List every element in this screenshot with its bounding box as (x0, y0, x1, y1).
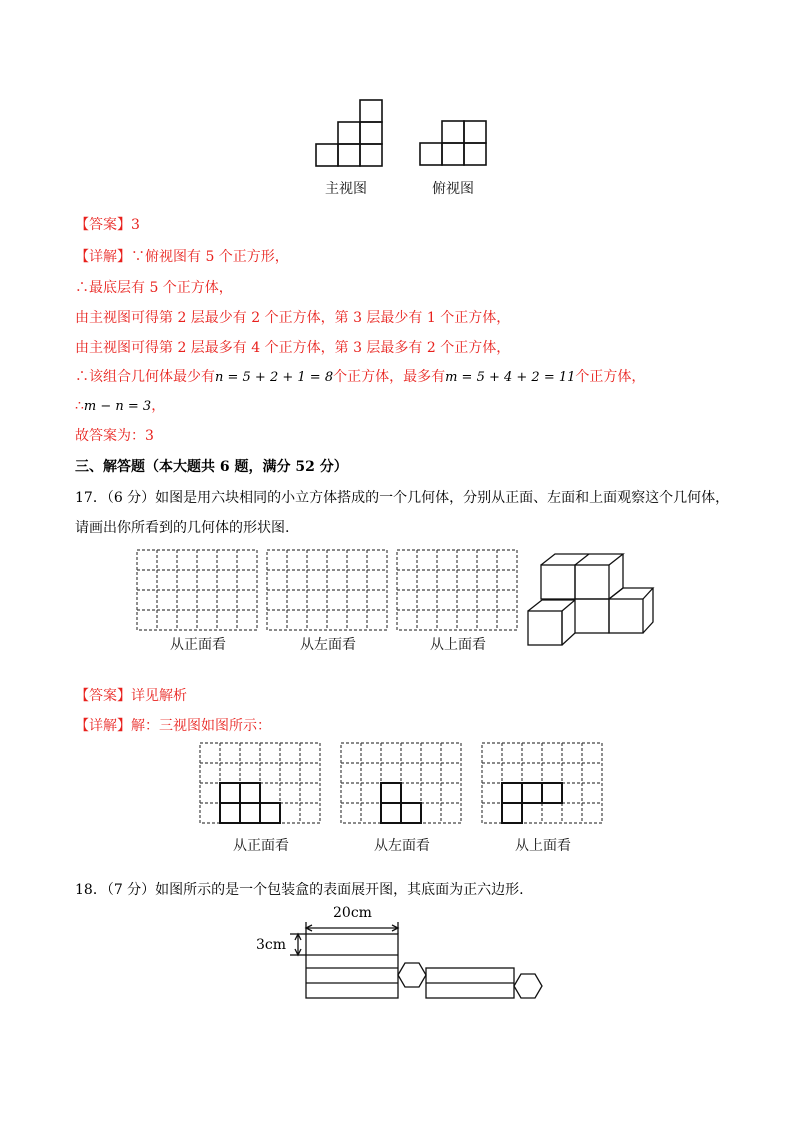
q16-detail-line1 (75, 246, 289, 266)
q17-answer (75, 685, 187, 705)
q17-question-grids (0, 540, 800, 660)
answer-value: 详见解析 (131, 688, 187, 704)
q17-solution-caption-left: 从左面看 (374, 838, 430, 854)
math-min: n = 5 + 2 + 1 = 8 (215, 370, 334, 385)
line6-comma: ， (151, 398, 166, 414)
q18-line1: 18．（7 分）如图所示的是一个包装盒的表面展开图，其底面为正六边形. (75, 882, 524, 898)
caption-front-view: 主视图 (325, 181, 367, 197)
q17-line2: 请画出你所看到的几何体的形状图. (75, 520, 290, 536)
section3-heading: 三、解答题（本大题共 6 题，满分 52 分） (75, 459, 348, 475)
detail-text: ∵俯视图有 5 个正方形， (131, 249, 289, 265)
q16-detail-line4: 由主视图可得第 2 层最多有 4 个正方体，第 3 层最多有 2 个正方体， (75, 340, 511, 356)
line5-text-b: 个正方体，最多有 (333, 369, 446, 385)
q17-detail (75, 715, 271, 735)
line5-text-a: ∴该组合几何体最少有 (75, 369, 215, 385)
q17-caption-top: 从上面看 (430, 637, 486, 653)
q16-detail-line5 (75, 366, 645, 386)
answer-label: 【答案】 (75, 688, 131, 704)
q18-net-diagram (0, 900, 800, 1010)
detail-text: 解：三视图如图所示： (131, 718, 271, 734)
q17-caption-front: 从正面看 (170, 637, 226, 653)
cube-figure (528, 554, 653, 645)
caption-top-view: 俯视图 (432, 181, 474, 197)
answer-label: 【答案】 (75, 217, 131, 233)
q17-solution-caption-front: 从正面看 (233, 838, 289, 854)
therefore-symbol: ∴ (75, 398, 84, 414)
q16-detail-line2: ∴最底层有 5 个正方体， (75, 280, 233, 296)
q16-final-answer: 故答案为：3 (75, 428, 154, 444)
line5-text-c: 个正方体， (575, 369, 646, 385)
q16-answer (75, 214, 140, 234)
q16-detail-line3: 由主视图可得第 2 层最少有 2 个正方体，第 3 层最少有 1 个正方体， (75, 310, 511, 326)
q17-solution-grids (0, 735, 800, 835)
detail-label: 【详解】 (75, 249, 131, 265)
front-view-figure (0, 0, 800, 200)
answer-value: 3 (131, 217, 140, 233)
q18-dim-height: 3cm (256, 937, 287, 953)
q17-line1: 17．（6 分）如图是用六块相同的小立方体搭成的一个几何体，分别从正面、左面和上面观察这个几何体， (75, 490, 730, 506)
detail-label: 【详解】 (75, 718, 131, 734)
q17-caption-left: 从左面看 (300, 637, 356, 653)
q17-solution-caption-top: 从上面看 (515, 838, 571, 854)
math-max: m = 5 + 4 + 2 = 11 (445, 370, 576, 385)
math-diff: m − n = 3 (83, 399, 152, 414)
q16-detail-line6 (75, 395, 165, 415)
q18-dim-width: 20cm (333, 905, 372, 921)
